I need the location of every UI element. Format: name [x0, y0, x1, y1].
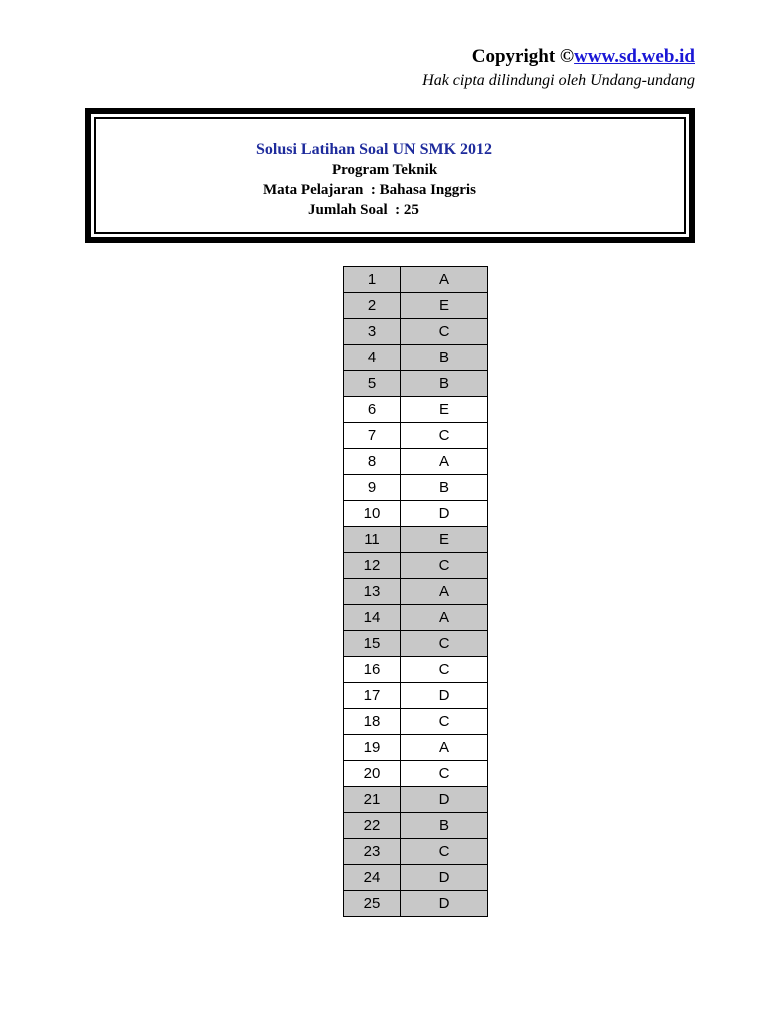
table-row [344, 839, 488, 865]
question-number: 6 [344, 397, 401, 423]
question-number: 15 [344, 631, 401, 657]
table-row [344, 267, 488, 293]
table-row [344, 787, 488, 813]
answer-key: A [401, 735, 488, 761]
question-number: 24 [344, 865, 401, 891]
copyright-line [422, 44, 695, 70]
question-number: 16 [344, 657, 401, 683]
question-number: 14 [344, 605, 401, 631]
table-row [344, 553, 488, 579]
question-number: 1 [344, 267, 401, 293]
table-row [344, 475, 488, 501]
question-number: 8 [344, 449, 401, 475]
question-number: 23 [344, 839, 401, 865]
answer-key: D [401, 865, 488, 891]
header-frame [85, 108, 695, 243]
table-row [344, 709, 488, 735]
answer-key-body [344, 267, 488, 917]
table-row [344, 761, 488, 787]
question-number: 11 [344, 527, 401, 553]
question-number: 13 [344, 579, 401, 605]
question-number: 12 [344, 553, 401, 579]
header-text [91, 140, 689, 220]
question-number: 17 [344, 683, 401, 709]
question-number: 3 [344, 319, 401, 345]
answer-key: B [401, 475, 488, 501]
answer-key: A [401, 267, 488, 293]
question-count-label: Jumlah Soal : 25 [308, 202, 419, 218]
table-row [344, 371, 488, 397]
answer-key: C [401, 761, 488, 787]
table-row [344, 683, 488, 709]
question-number: 7 [344, 423, 401, 449]
answer-key: A [401, 605, 488, 631]
document-title: Solusi Latihan Soal UN SMK 2012 [256, 141, 493, 158]
question-number: 10 [344, 501, 401, 527]
question-number: 22 [344, 813, 401, 839]
question-number: 18 [344, 709, 401, 735]
answer-key: C [401, 657, 488, 683]
answer-key: A [401, 449, 488, 475]
table-row [344, 735, 488, 761]
answer-key: C [401, 709, 488, 735]
answer-key: C [401, 553, 488, 579]
answer-key: C [401, 631, 488, 657]
table-row [344, 865, 488, 891]
table-row [344, 397, 488, 423]
question-number: 21 [344, 787, 401, 813]
question-number: 25 [344, 891, 401, 917]
table-row [344, 501, 488, 527]
table-row [344, 631, 488, 657]
answer-key: E [401, 397, 488, 423]
answer-key: C [401, 839, 488, 865]
question-number: 5 [344, 371, 401, 397]
answer-key: C [401, 319, 488, 345]
copyright-notice: Hak cipta dilindungi oleh Undang-undang [422, 72, 695, 89]
answer-key: D [401, 787, 488, 813]
table-row [344, 579, 488, 605]
answer-key: C [401, 423, 488, 449]
question-number: 2 [344, 293, 401, 319]
table-row [344, 449, 488, 475]
question-number: 4 [344, 345, 401, 371]
answer-key: D [401, 501, 488, 527]
copyright-prefix: Copyright © [471, 46, 575, 67]
answer-key: B [401, 813, 488, 839]
copyright-block [422, 44, 695, 91]
answer-key: B [401, 345, 488, 371]
answer-key: E [401, 293, 488, 319]
answer-key: D [401, 683, 488, 709]
program-label: Program Teknik [332, 162, 438, 178]
question-number: 9 [344, 475, 401, 501]
table-row [344, 657, 488, 683]
answer-key-table [343, 266, 488, 917]
table-row [344, 813, 488, 839]
answer-key: E [401, 527, 488, 553]
question-number: 19 [344, 735, 401, 761]
website-link[interactable]: www.sd.web.id [574, 46, 695, 67]
table-row [344, 293, 488, 319]
table-row [344, 605, 488, 631]
answer-key: B [401, 371, 488, 397]
table-row [344, 527, 488, 553]
answer-key: A [401, 579, 488, 605]
table-row [344, 891, 488, 917]
table-row [344, 345, 488, 371]
question-number: 20 [344, 761, 401, 787]
answer-key: D [401, 891, 488, 917]
table-row [344, 423, 488, 449]
subject-label: Mata Pelajaran : Bahasa Inggris [263, 182, 476, 198]
table-row [344, 319, 488, 345]
